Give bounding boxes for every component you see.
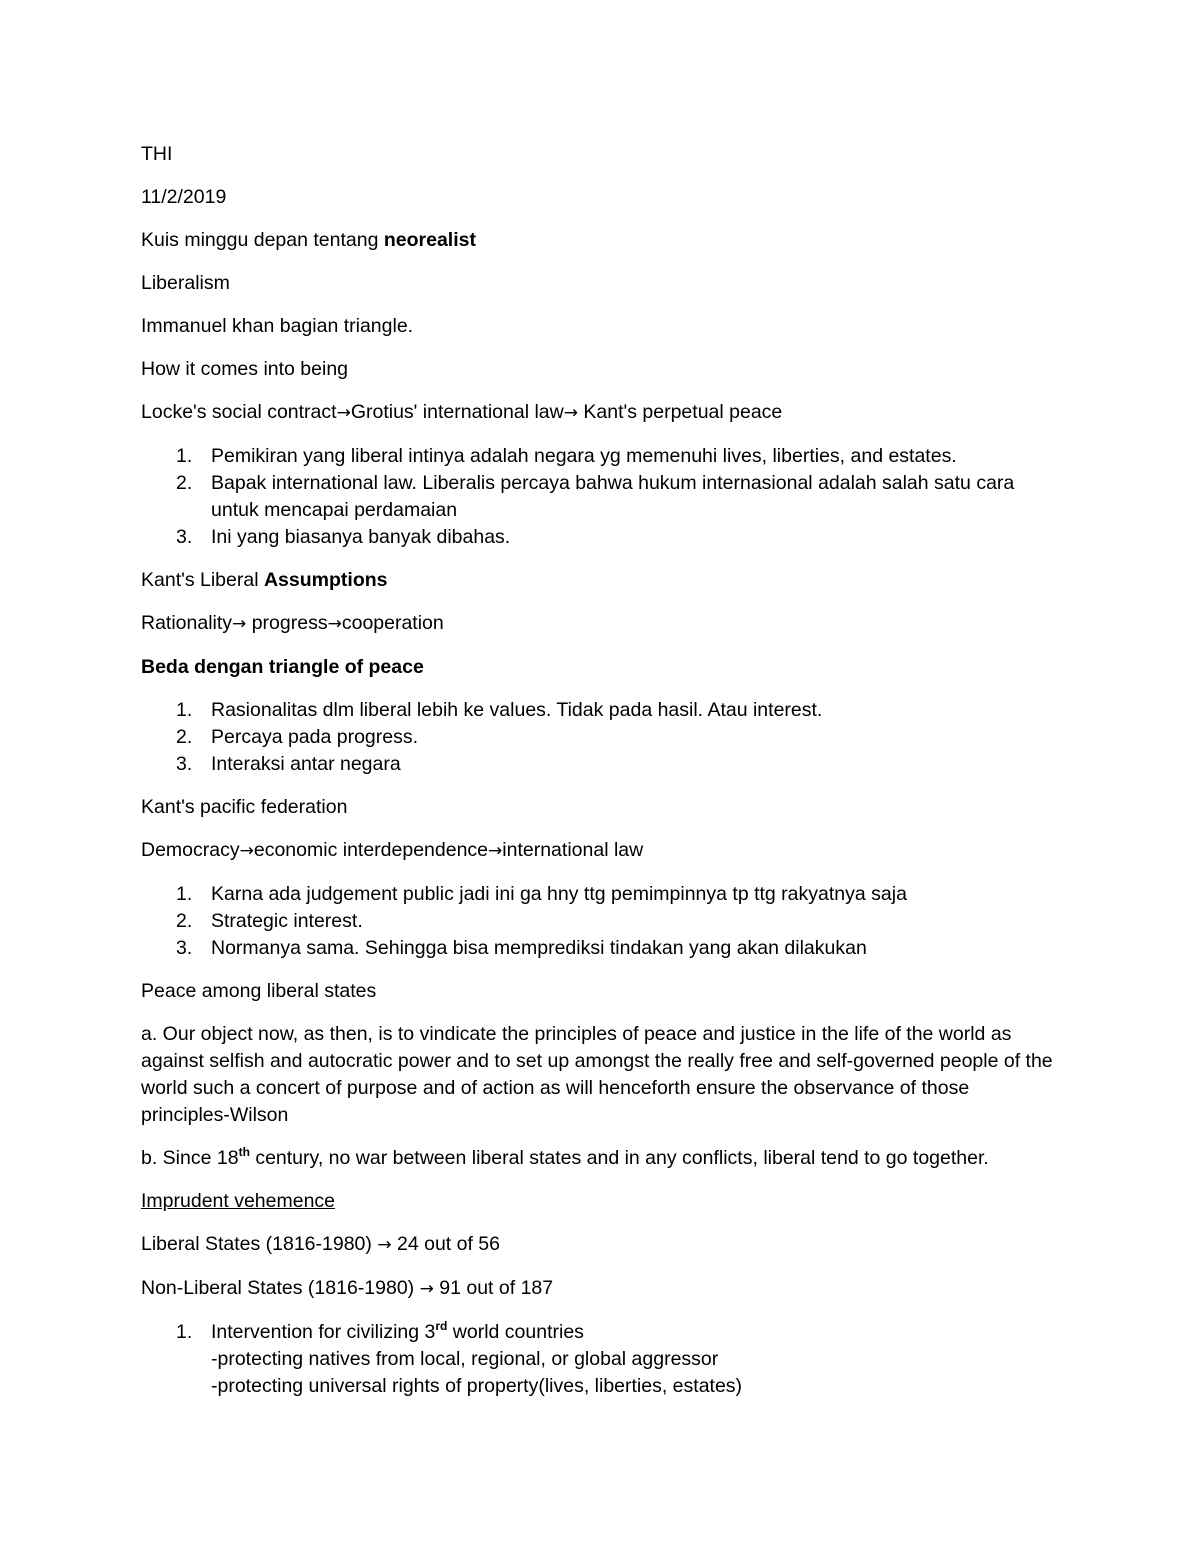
arrow-icon: →	[232, 614, 247, 634]
list-item: 3. Ini yang biasanya banyak dibahas.	[176, 526, 511, 548]
arrow-icon: →	[327, 614, 342, 634]
flow-democracy: Democracy→economic interdependence→international law	[141, 839, 644, 861]
doc-date: 11/2/2019	[141, 186, 227, 208]
kuis-line: Kuis minggu depan tentang neorealist	[141, 229, 476, 251]
nonliberal-states-line: Non-Liberal States (1816-1980) → 91 out of 187	[141, 1277, 554, 1299]
pacific-heading: Kant's pacific federation	[141, 796, 348, 818]
list-item: 3. Normanya sama. Sehingga bisa memprediksi tindakan yang akan dilakukan	[176, 937, 867, 959]
arrow-icon: →	[419, 1279, 434, 1299]
list-intervention	[141, 1319, 1061, 1400]
liberal-states-line: Liberal States (1816-1980) → 24 out of 56	[141, 1233, 500, 1255]
arrow-icon: →	[377, 1235, 392, 1255]
paragraph-a: a. Our object now, as then, is to vindicate the principles of peace and justice in the life of the world as against selfish and autocratic power and to set up amongst the really free and self-governed people of the world such a concert of purpose and of action as will henceforth ensure the observance of those principles-Wilson	[141, 1023, 1053, 1126]
liberalism-heading: Liberalism	[141, 272, 230, 294]
imprudent-heading: Imprudent vehemence	[141, 1190, 336, 1212]
how-line: How it comes into being	[141, 358, 349, 380]
list-item: 2. Percaya pada progress.	[176, 726, 419, 748]
list-item: 1. Karna ada judgement public jadi ini ga hny ttg pemimpinnya tp ttg rakyatnya saja	[176, 883, 907, 905]
arrow-icon: →	[488, 841, 503, 861]
paragraph-b: b. Since 18th century, no war between liberal states and in any conflicts, liberal tend to go together.	[141, 1144, 989, 1169]
list-item: 1. Rasionalitas dlm liberal lebih ke values. Tidak pada hasil. Atau interest.	[176, 699, 823, 721]
arrow-icon: →	[563, 403, 578, 423]
list-beda	[141, 697, 1061, 778]
flow-locke-grotius-kant: Locke's social contract→Grotius' international law→ Kant's perpetual peace	[141, 401, 783, 423]
list-item: 3. Interaksi antar negara	[176, 753, 401, 775]
document-body	[141, 141, 1061, 1416]
list-item: 2. Strategic interest.	[176, 910, 363, 932]
doc-title: THI	[141, 143, 173, 165]
assumptions-line: Kant's Liberal Assumptions	[141, 569, 388, 591]
arrow-icon: →	[336, 403, 351, 423]
arrow-icon: →	[239, 841, 254, 861]
immanuel-line: Immanuel khan bagian triangle.	[141, 315, 414, 337]
list-pacific	[141, 881, 1061, 962]
list-item: 1. Pemikiran yang liberal intinya adalah negara yg memenuhi lives, liberties, and estates.	[176, 445, 957, 467]
sub-point: -protecting natives from local, regional, or global aggressor	[211, 1348, 719, 1370]
sub-point: -protecting universal rights of property(lives, liberties, estates)	[211, 1375, 743, 1397]
list-item: 1. Intervention for civilizing 3rd world countries -protecting natives from local, regional, or global aggressor -protecting universal rights of property(lives, liberties, estates)	[141, 1319, 1061, 1400]
peace-heading: Peace among liberal states	[141, 980, 377, 1002]
list-item: 2. Bapak international law. Liberalis percaya bahwa hukum internasional adalah salah satu cara untuk mencapai perdamaian	[176, 472, 1015, 521]
flow-rationality: Rationality→ progress→cooperation	[141, 612, 444, 634]
beda-heading: Beda dengan triangle of peace	[141, 656, 424, 678]
list-origins	[141, 443, 1061, 551]
